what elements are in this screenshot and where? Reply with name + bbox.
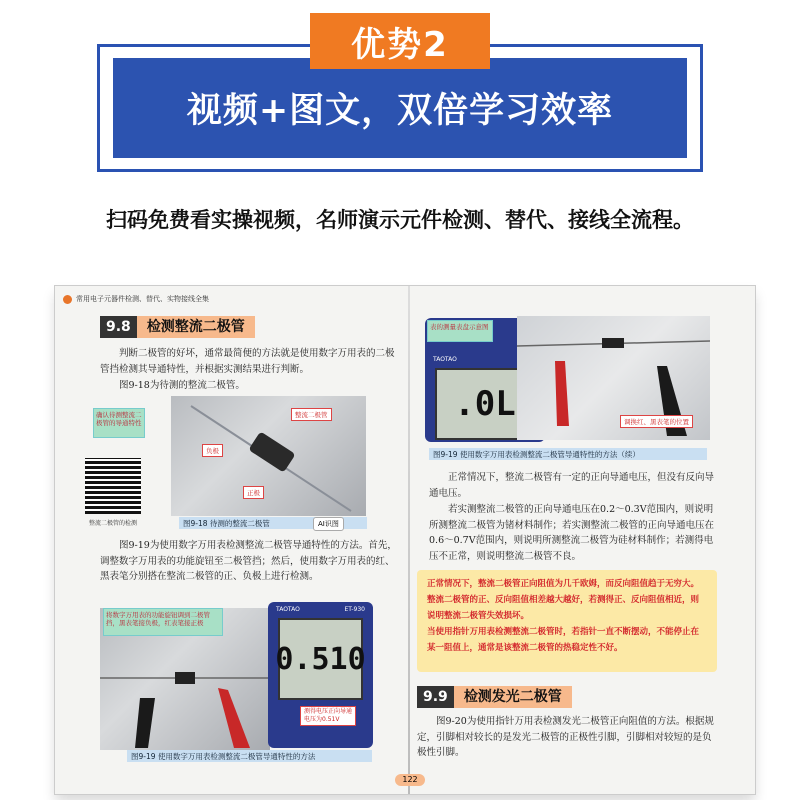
running-head-dot-icon: [63, 295, 72, 304]
tip-note: [417, 570, 717, 672]
right-paragraph-1: 正常情况下，整流二极管有一定的正向导通电压，但没有反向导通电压。: [429, 472, 715, 499]
banner-title: 视频+图文，双倍学习效率: [113, 58, 687, 158]
label-negative: 负极: [202, 444, 223, 457]
callout-confirm: 确认待测整流二极管的导通特性: [93, 408, 145, 438]
figure-caption-9-19: 图9-19 使用数字万用表检测整流二极管导通特性的方法: [127, 750, 372, 762]
figure-caption-9-18: 图9-18 待测的整流二极管: [179, 517, 367, 529]
callout-dial: 表的测量表盘示意图: [427, 320, 493, 342]
callout-voltage: 测得电压正向导通电压为0.51V: [300, 706, 356, 726]
running-head: [63, 294, 209, 304]
tip-note-3: 当使用指针万用表检测整流二极管时，若指针一直不断摆动，不能停止在某一阻值上，通常是该整流二极管的热稳定性不好。: [427, 627, 700, 653]
label-positive: 正极: [243, 486, 264, 499]
advantage-tag: 优势2: [310, 13, 490, 69]
ai-recognize-button[interactable]: AI识图: [313, 517, 344, 531]
multimeter-left: [268, 602, 373, 748]
left-paragraph-1b: 图9-18为待测的整流二极管。: [119, 380, 245, 391]
section-title-2: 检测发光二极管: [454, 686, 572, 708]
meter-model: ET-930: [344, 606, 365, 613]
meter-brand: TAOTAO: [276, 606, 300, 613]
diode-photo: [171, 396, 366, 516]
label-rectifier: 整流二极管: [291, 408, 332, 421]
section-number-2: 9.9: [417, 686, 454, 708]
meter-display: 0.510: [278, 618, 363, 700]
subtitle: 扫码免费看实操视频，名师演示元件检测、替代、接线全流程。: [106, 208, 694, 232]
callout-knob: 将数字万用表的功能旋钮调到二极管挡，黑表笔接负极，红表笔接正极: [103, 608, 223, 636]
meter-brand-right: TAOTAO: [433, 356, 457, 363]
tip-note-1: 正常情况下，整流二极管正向阻值为几千欧姆，而反向阻值趋于无穷大。: [427, 579, 700, 589]
callout-swap: 调换红、黑表笔的位置: [620, 415, 693, 428]
book-spine: [408, 286, 410, 794]
section-number: 9.8: [100, 316, 137, 338]
left-paragraph-1: 判断二极管的好坏，通常最简便的方法就是使用数字万用表的二极管挡检测其导通特性，并根据实测结果进行判断。: [100, 348, 395, 375]
right-paragraph-3: 图9-20为使用指针万用表检测发光二极管正向阻值的方法。根据规定，引脚相对较长的是发光二极管的正极性引脚，引脚相对较短的是负极性引脚。: [417, 716, 714, 758]
qr-caption: 整流二极管的检测: [88, 520, 137, 527]
book-spread: [55, 286, 755, 794]
section-heading-9-8: [100, 316, 255, 338]
meter-display-right: .0L: [435, 368, 535, 440]
diode-illustration: [171, 396, 366, 516]
qr-code-icon[interactable]: [85, 458, 141, 514]
left-paragraph-2: 图9-19为使用数字万用表检测整流二极管导通特性的方法。首先，调整数字万用表的功能旋钮至二极管挡；然后，使用数字万用表的红、黑表笔分别搭在整流二极管的正、负极上进行检测。: [100, 540, 397, 582]
figure-caption-9-19-cont: 图9-19 使用数字万用表检测整流二极管导通特性的方法（续）: [429, 448, 707, 460]
running-head-text: 常用电子元器件检测、替代、实物接线全集: [76, 295, 209, 303]
section-heading-9-9: [417, 686, 572, 708]
tip-note-2: 整流二极管的正、反向阻值相差越大越好，若测得正、反向阻值相近，则说明整流二极管失效损坏。: [427, 595, 700, 621]
right-paragraph-2: 若实测整流二极管的正向导通电压在0.2～0.3V范围内，则说明所测整流二极管为锗材料制作；若实测整流二极管的正向导通电压在0.6～0.7V范围内，则说明所测整流二极管为硅材料制作；若测得电压不正常，则说明整流二极管不良。: [429, 504, 715, 562]
page-number: 122: [395, 774, 425, 786]
section-title: 检测整流二极管: [137, 316, 255, 338]
